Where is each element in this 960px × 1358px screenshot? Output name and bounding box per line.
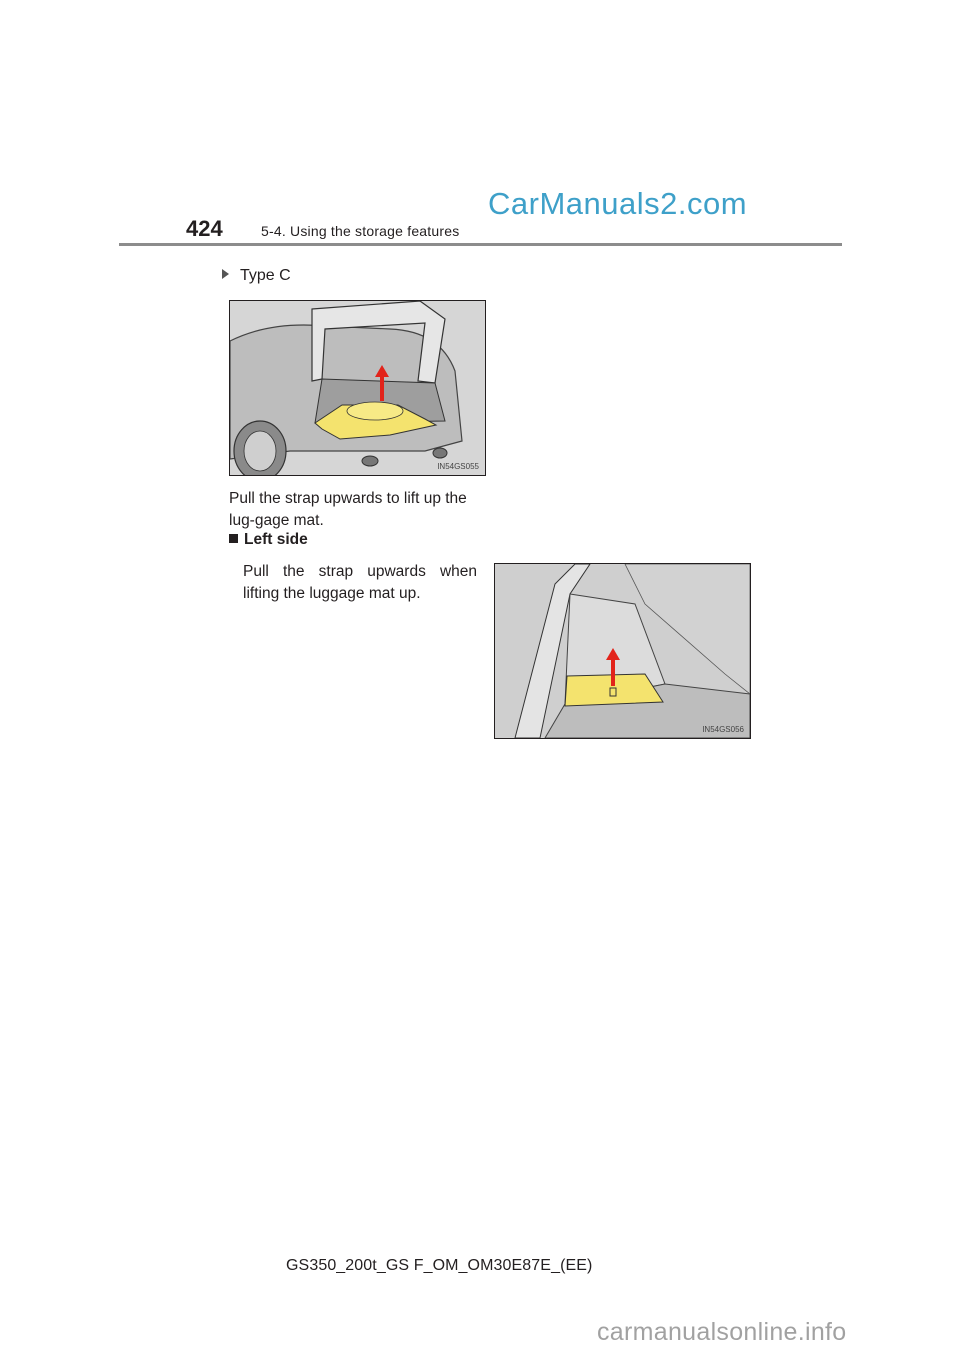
section-title: 5-4. Using the storage features — [261, 223, 460, 239]
instruction-text: Pull the strap upwards to lift up the lug-gage mat. — [229, 490, 467, 529]
type-c-label: Type C — [240, 267, 291, 284]
triangle-bullet-icon — [222, 269, 229, 279]
left-side-description: Pull the strap upwards when lifting the luggage mat up. — [243, 563, 477, 602]
trunk-left-side-illustration — [494, 563, 751, 739]
figure-code: IN54GS055 — [437, 462, 479, 471]
trunk-left-drawing — [495, 564, 750, 738]
car-trunk-drawing — [230, 301, 485, 475]
watermark-link[interactable]: CarManuals2.com — [488, 186, 748, 221]
type-c-heading — [222, 267, 291, 285]
left-side-heading — [229, 531, 308, 549]
figure-code: IN54GS056 — [702, 725, 744, 734]
left-side-label: Left side — [244, 531, 308, 548]
page-number: 424 — [186, 216, 223, 241]
document-code: GS350_200t_GS F_OM_OM30E87E_(EE) — [286, 1257, 593, 1274]
square-bullet-icon — [229, 534, 238, 543]
site-watermark[interactable]: carmanualsonline.info — [597, 1318, 847, 1346]
header-rule — [119, 243, 842, 246]
trunk-illustration — [229, 300, 486, 476]
